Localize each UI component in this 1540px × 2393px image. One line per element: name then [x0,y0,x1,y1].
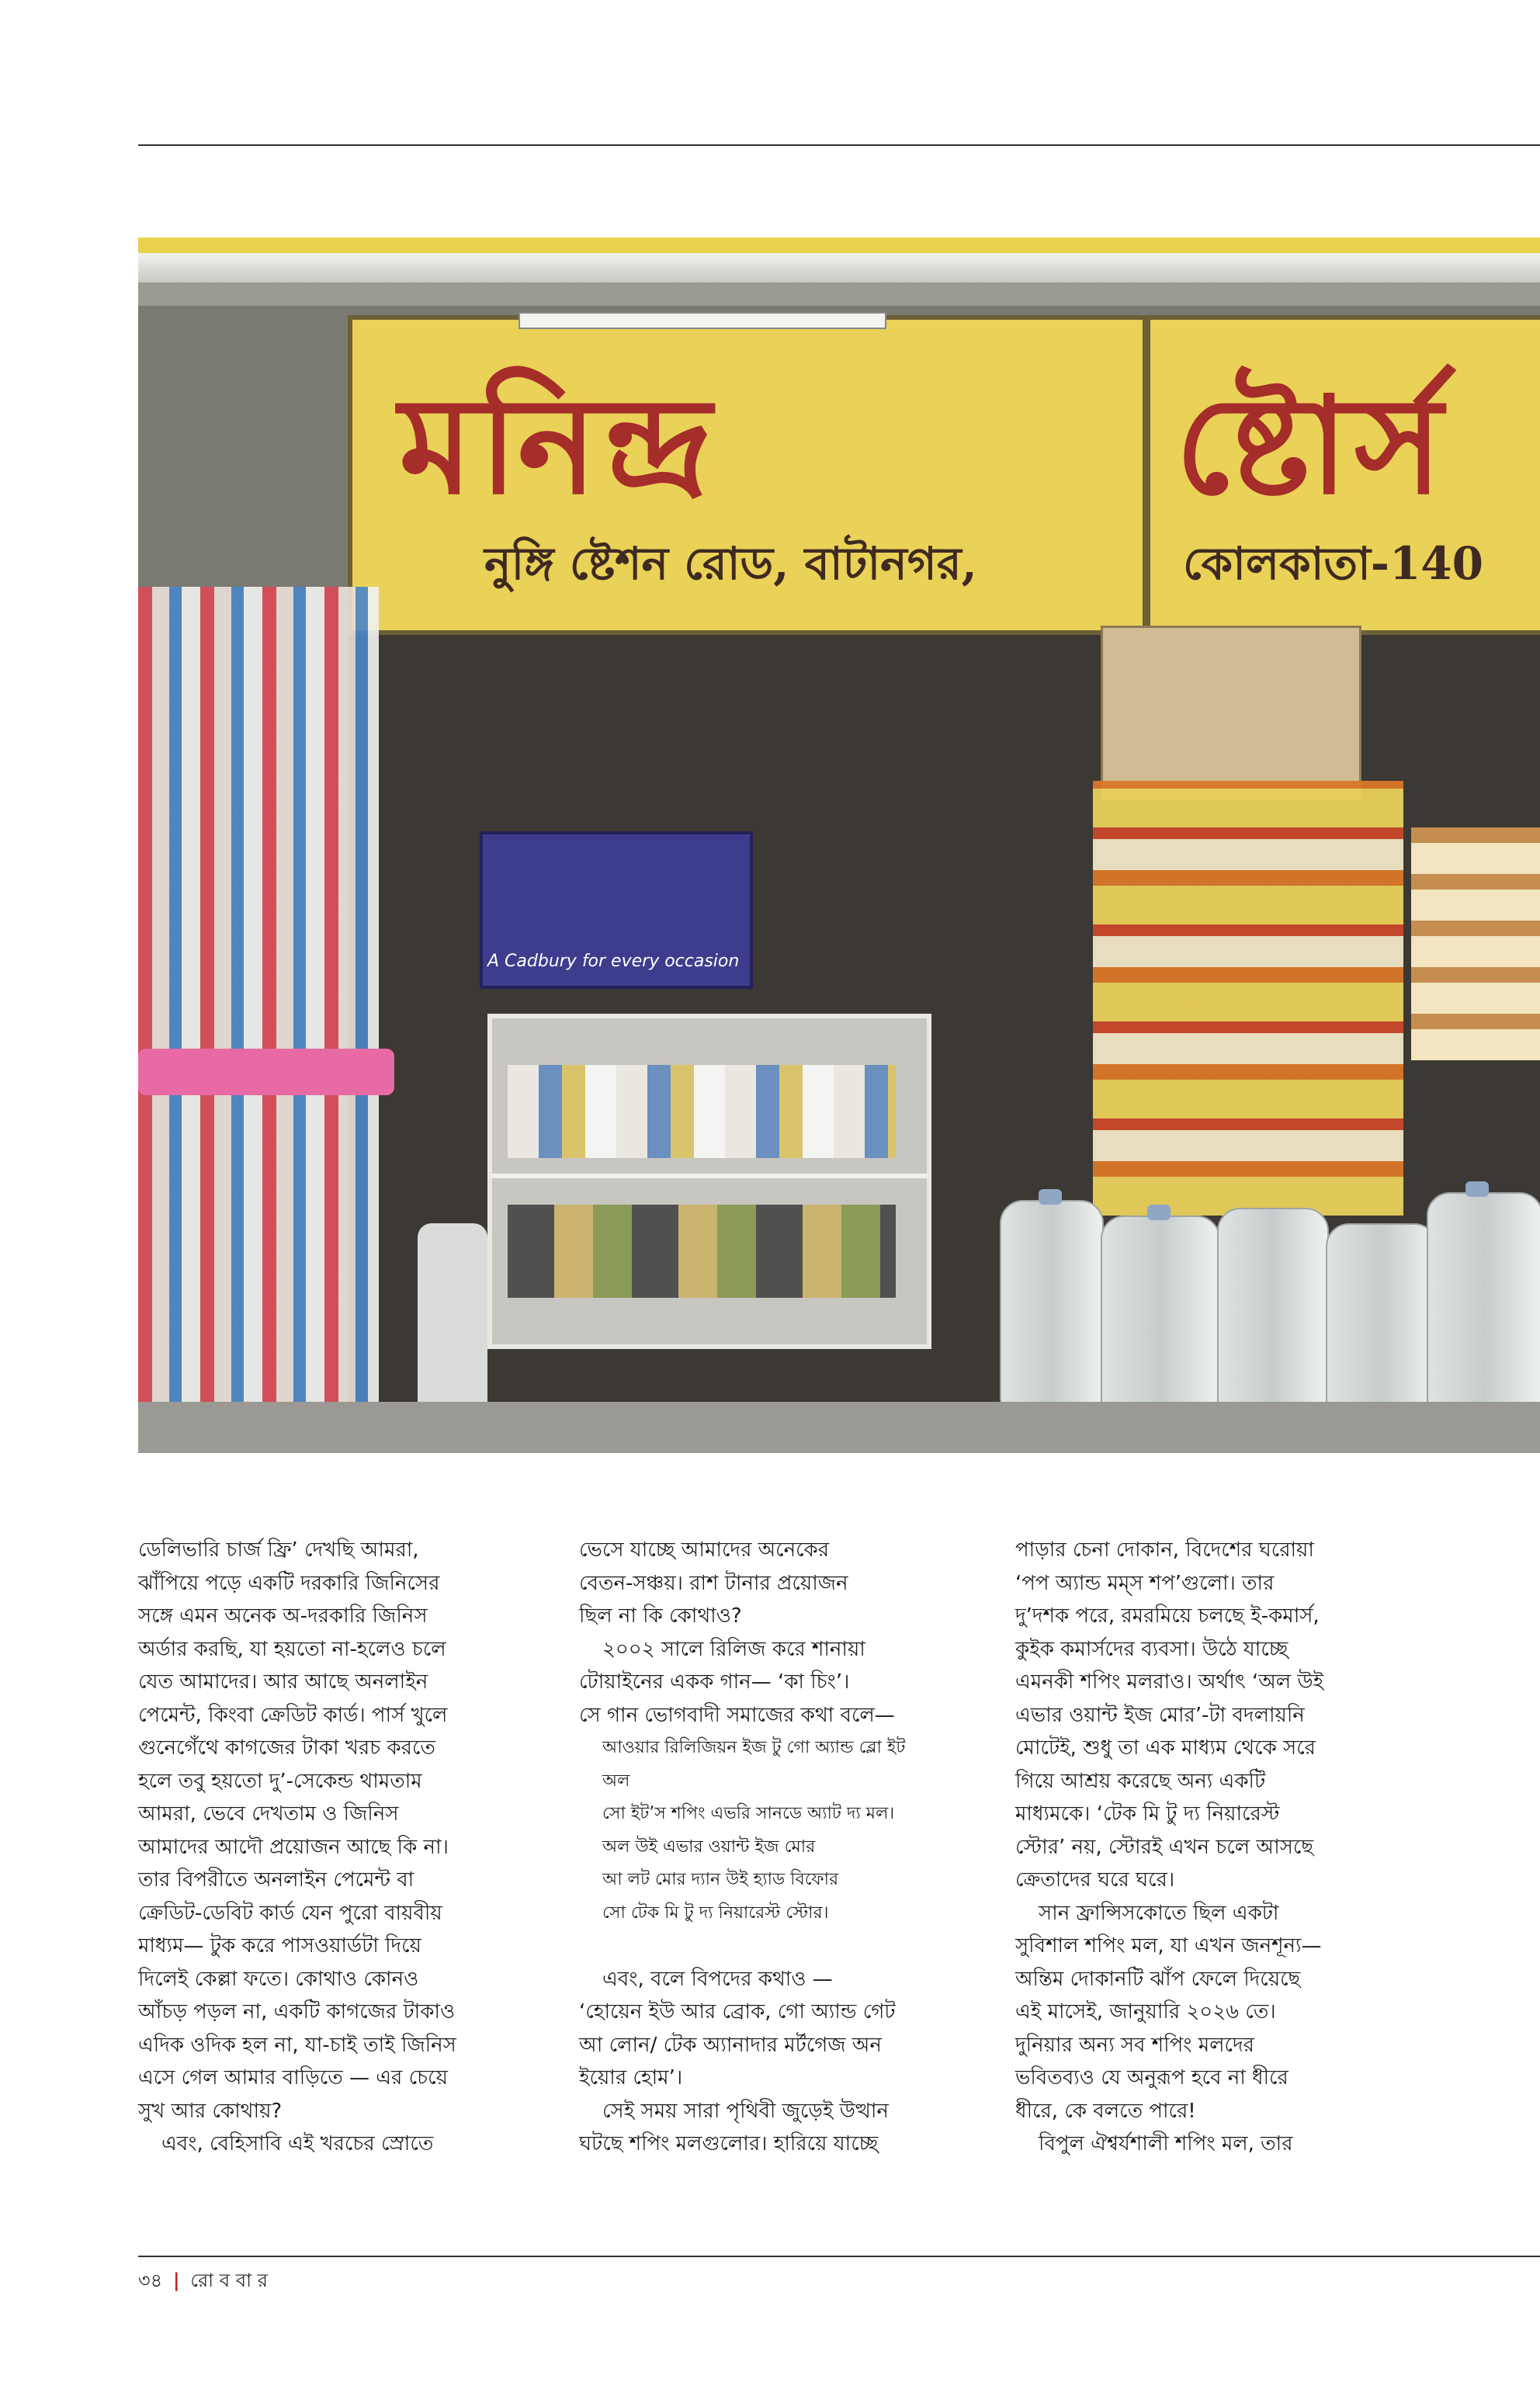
text-line: এবং, বলে বিপদের কথাও — [602,1967,833,1991]
article-column-1 [138,1534,542,2161]
text-line: মোটেই, শুধু তা এক মাধ্যম থেকে সরে [1015,1736,1316,1760]
water-jar [1000,1200,1104,1413]
text-line: ‘হোয়েন ইউ আর ব্রোক, গো অ্যান্ড গেট [579,2000,896,2024]
text-line: দিলেই কেল্লা ফতে। কোথাও কোনও [138,1967,419,1991]
text-line: অন্তিম দোকানটি ঝাঁপ ফেলে দিয়েছে [1015,1967,1301,1991]
pink-item [138,1049,394,1095]
text-line: ঝাঁপিয়ে পড়ে একটি দরকারি জিনিসের [138,1571,440,1595]
text-line: ঘটছে শপিং মলগুলোর। হারিয়ে যাচ্ছে [579,2132,879,2155]
counter-boxes-top [508,1065,896,1158]
text-line: আমরা, ভেবে দেখতাম ও জিনিস [138,1802,399,1826]
snack-packets [1093,781,1403,1216]
tube-light [519,312,886,329]
bottom-rule [138,2256,1540,2257]
text-line: এমনকী শপিং মলরাও। অর্থাৎ ‘অল উই [1015,1670,1324,1694]
signboard-divider [1143,320,1150,630]
text-line: হলে তবু হয়তো দু’-সেকেন্ড থামতাম [138,1769,422,1793]
text-line: এই মাসেই, জানুয়ারি ২০২৬ তে। [1015,2000,1276,2024]
text-line: সঙ্গে এমন অনেক অ-দরকারি জিনিস [138,1604,428,1628]
poem-line: সো টেক মি টু দ্য নিয়ারেস্ট স্টোর। [602,1902,829,1923]
text-line: ধীরে, কে বলতে পারে! [1015,2099,1196,2123]
sign-main-right: ষ্টোর্স [1175,366,1449,524]
text-line: দুনিয়ার অন্য সব শপিং মলদের [1015,2033,1254,2057]
wooden-crate [1101,626,1361,801]
text-line: আ লোন/ টেক অ্যানাদার মর্টগেজ অন [579,2033,882,2057]
brooms-and-mops [138,587,379,1453]
article-column-2 [579,1534,983,2161]
sign-main-left: মনিন্দ্র [399,366,718,524]
poem-line: অল উই এভার ওয়ান্ট ইজ মোর [602,1836,816,1857]
text-line: বিপুল ঐশ্বর্যশালী শপিং মল, তার [1039,2132,1293,2155]
text-line: এসে গেল আমার বাড়িতে — এর চেয়ে [138,2066,448,2090]
text-line: অর্ডার করছি, যা হয়তো না-হলেও চলে [138,1637,446,1661]
text-line: পাড়ার চেনা দোকান, বিদেশের ঘরোয়া [1015,1538,1314,1562]
article-column-3 [1015,1534,1431,2161]
signboard [348,315,1540,635]
magazine-name: রো ব বা র [190,2270,268,2291]
poem-line: অল [602,1770,630,1791]
text-line: পেমেন্ট, কিংবা ক্রেডিট কার্ড। পার্স খুলে [138,1703,448,1727]
text-line: স্টোর’ নয়, স্টোরই এখন চলে আসছে [1015,1835,1314,1859]
text-line: ইয়োর হোম’। [579,2066,683,2090]
counter-shelf [492,1174,927,1178]
text-line: গিয়ে আশ্রয় করেছে অন্য একটি [1015,1769,1266,1793]
stanza-gap [579,1930,983,1963]
poem-line: আ লট মোর দ্যান উই হ্যাড বিফোর [602,1870,839,1889]
text-line: সান ফ্রান্সিসকোতে ছিল একটা [1039,1901,1279,1925]
text-line: সুখ আর কোথায়? [138,2099,283,2123]
text-line: টোয়াইনের একক গান— ‘কা চিং’। [579,1670,850,1694]
glass-counter [487,1014,931,1349]
text-line: ভবিতব্যও যে অনুরূপ হবে না ধীরে [1015,2066,1289,2090]
text-line: মাধ্যম— টুক করে পাসওয়ার্ডটা দিয়ে [138,1934,421,1958]
text-line: ডেলিভারি চার্জ ফ্রি’ দেখছি আমরা, [138,1538,419,1562]
poem-line: আওয়ার রিলিজিয়ন ইজ টু গো অ্যান্ড ব্লো ইট [602,1738,906,1757]
text-line: ছিল না কি কোথাও? [579,1604,742,1628]
shop-photo [138,238,1540,1453]
sign-sub-left: নুঙ্গি ষ্টেশন রোড, বাটানগর, [484,537,977,590]
text-line: তার বিপরীতে অনলাইন পেমেন্ট বা [138,1868,414,1892]
jar-cap [1039,1189,1062,1205]
text-line: গুনেগেঁথে কাগজের টাকা খরচ করতে [138,1736,435,1760]
counter-boxes-bottom [508,1205,896,1298]
text-line: যেত আমাদের। আর আছে অনলাইন [138,1670,428,1694]
text-line: মাধ্যমকে। ‘টেক মি টু দ্য নিয়ারেস্ট [1015,1802,1280,1826]
text-line: দু’দশক পরে, রমরমিয়ে চলছে ই-কমার্স, [1015,1604,1320,1628]
jar-cap [1147,1205,1171,1220]
text-line: ‘পপ অ্যান্ড মম্‌স শপ’গুলো। তার [1015,1571,1275,1595]
text-line: আমাদের আদৌ প্রয়োজন আছে কি না। [138,1835,449,1859]
freezer-label: A Cadbury for every occasion [487,952,740,971]
text-line: এবং, বেহিসাবি এই খরচের স্রোতে [161,2132,434,2155]
text-line: কুইক কমার্সদের ব্যবসা। উঠে যাচ্ছে [1015,1637,1289,1661]
text-line: ক্রেডিট-ডেবিট কার্ড যেন পুরো বায়বীয় [138,1901,442,1925]
snack-packets-right [1411,827,1540,1060]
beam [138,283,1540,306]
folio-separator: | [172,2270,180,2291]
pipe [138,253,1540,284]
sign-sub-right: কোলকাতা-140 [1183,537,1484,590]
text-line: সুবিশাল শপিং মল, যা এখন জনশূন্য— [1015,1934,1322,1958]
text-line: এদিক ওদিক হল না, যা-চাই তাই জিনিস [138,2033,456,2057]
text-line: সেই সময় সারা পৃথিবী জুড়েই উত্থান [602,2099,889,2123]
page-number: ৩৪ [138,2270,163,2291]
text-line: বেতন-সঞ্চয়। রাশ টানার প্রয়োজন [579,1571,848,1595]
text-line: সে গান ভোগবাদী সমাজের কথা বলে— [579,1703,895,1727]
poem-line: সো ইট’স শপিং এভরি সানডে অ্যাট দ্য মল। [602,1804,895,1823]
top-rule [138,144,1540,146]
text-line: ক্রেতাদের ঘরে ঘরে। [1015,1868,1175,1892]
jar-cap [1465,1181,1489,1197]
awning [138,238,1540,255]
pavement [138,1402,1540,1453]
water-jar [1427,1192,1540,1428]
text-line: এভার ওয়ান্ট ইজ মোর’-টা বদলায়নি [1015,1703,1305,1727]
text-line: ২০০২ সালে রিলিজ করে শানায়া [602,1637,865,1661]
text-line: আঁচড় পড়ল না, একটি কাগজের টাকাও [138,2000,456,2024]
text-line: ভেসে যাচ্ছে আমাদের অনেকের [579,1538,830,1562]
page-folio [138,2266,268,2298]
